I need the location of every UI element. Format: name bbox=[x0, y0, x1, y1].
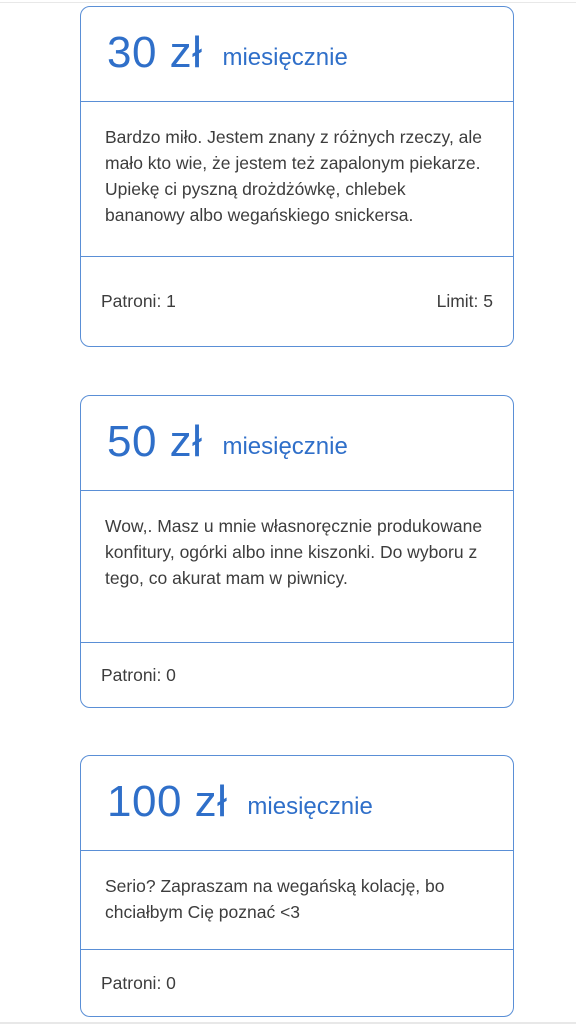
tier-period: miesięcznie bbox=[222, 44, 348, 71]
tier-footer bbox=[81, 257, 513, 346]
tier-amount: 30 zł bbox=[107, 28, 203, 77]
tier-patrons-count: Patroni: 0 bbox=[101, 972, 176, 993]
tier-limit: Limit: 5 bbox=[436, 291, 493, 311]
tier-patrons-count: Patroni: 1 bbox=[101, 291, 176, 311]
tier-description: Wow,. Masz u mnie własnoręcznie produkowane konfitury, ogórki albo inne kiszonki. Do wyboru z tego, co akurat mam w piwnicy. bbox=[81, 491, 513, 643]
tier-description: Bardzo miło. Jestem znany z różnych rzeczy, ale mało kto wie, że jestem też zapalonym piekarze. Upiekę ci pyszną drożdżówkę, chlebek bananowy albo wegańskiego snickersa. bbox=[81, 102, 513, 257]
tier-footer bbox=[81, 643, 513, 707]
tier-card-100[interactable] bbox=[80, 755, 514, 1017]
tier-card-30[interactable] bbox=[80, 6, 514, 347]
tier-patrons-count: Patroni: 0 bbox=[101, 664, 176, 685]
tier-period: miesięcznie bbox=[247, 793, 373, 820]
tier-header bbox=[81, 7, 513, 102]
tier-period: miesięcznie bbox=[222, 433, 348, 460]
tier-header bbox=[81, 396, 513, 491]
top-divider bbox=[0, 2, 576, 3]
tier-card-50[interactable] bbox=[80, 395, 514, 708]
tier-header bbox=[81, 756, 513, 851]
tier-amount: 50 zł bbox=[107, 417, 203, 466]
tier-footer bbox=[81, 950, 513, 1016]
tier-amount: 100 zł bbox=[107, 777, 228, 826]
tier-description: Serio? Zapraszam na wegańską kolację, bo chciałbym Cię poznać <3 bbox=[81, 851, 513, 950]
